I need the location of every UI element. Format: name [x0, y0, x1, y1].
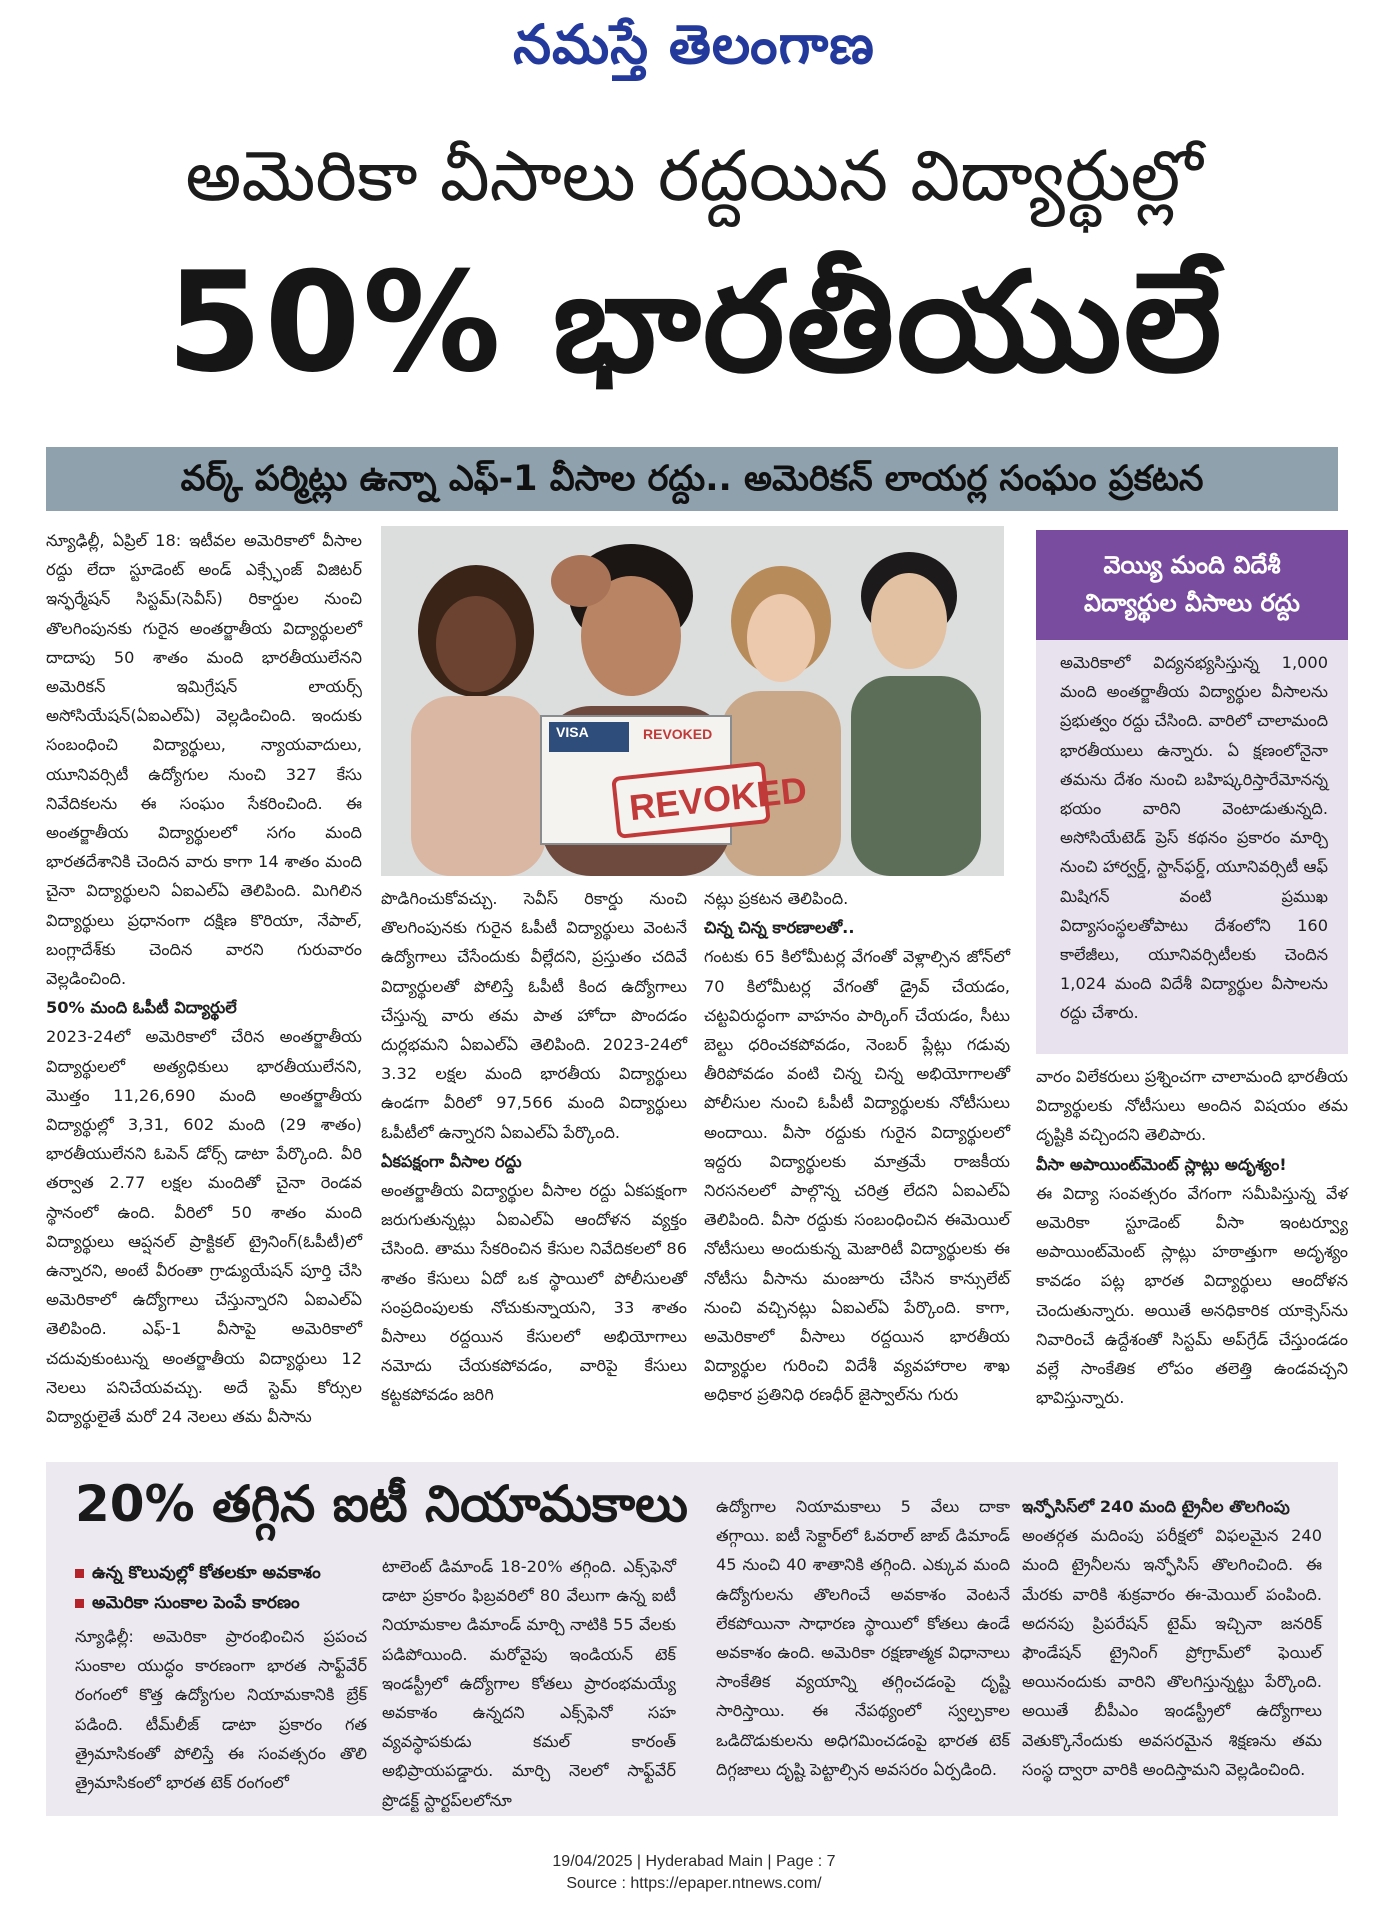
sidebar-title-line-1: వెయ్యి మంది విదేశీ — [1103, 551, 1281, 579]
article-paragraph: అంతర్జాతీయ విద్యార్థుల వీసాల రద్దు ఏకపక్షంగా జరుగుతున్నట్లు ఏఐఎల్‌ఏ ఆందోళన వ్యక్తం చేసింది. తాము సేకరించిన కేసుల నివేదికలలో 86 శాతం కేసులు ఏదో ఒక స్థాయిలో పోలీసులతో సంప్రదింపులకు నోచుకున్నాయని, 33 శాతం వీసాలు రద్దయిన కేసులలో అభియోగాలు నమోదు చేయకపోవడం, వారిపై కేసులు కట్టకపోవడం జరిగి — [381, 1181, 687, 1405]
article-subheading: ఏకపక్షంగా వీసాల రద్దు — [381, 1151, 522, 1171]
article-column-3 — [704, 884, 1010, 1412]
article-column-2 — [381, 884, 687, 1412]
headline: 50% భారతీయులే — [166, 242, 1224, 403]
lower-column-1 — [75, 1622, 367, 1808]
sidebar-paragraph: అమెరికాలో విద్యనభ్యసిస్తున్న 1,000 మంది అంతర్జాతీయ విద్యార్థుల వీసాలను ప్రభుత్వం రద్దు చేసింది. వారిలో చాలామంది భారతీయులు ఉన్నారు. ఏ క్షణంలోనైనా తమను దేశం నుంచి బహిష్కరిస్తారేమోనన్న భయం వారిని వెంటాడుతున్నది. అసోసియేటెడ్‌ ప్రెస్‌ కథనం ప్రకారం మార్చి నుంచి హార్వర్డ్‌, స్టాన్‌ఫర్డ్‌, యూనివర్సిటీ ఆఫ్‌ మిషిగన్‌ వంటి ప్రముఖ విద్యాసంస్థలతోపాటు దేశంలోని 160 కాలేజీలు, యూనివర్సిటీలకు చెందిన 1,024 మంది విదేశీ విద్యార్థుల వీసాలను రద్దు చేశారు. — [1060, 653, 1328, 1023]
lower-story-title: 20% తగ్గిన ఐటీ నియామకాలు — [75, 1475, 688, 1533]
lower-paragraph: న్యూఢిల్లీ: అమెరికా ప్రారంభించిన ప్రపంచ సుంకాల యుద్ధం కారణంగా భారత సాఫ్ట్‌వేర్‌ రంగంలో కొత్త ఉద్యోగుల నియామకానికి బ్రేక్‌ పడింది. టీమ్‌లీజ్‌ డాటా ప్రకారం గత త్రైమాసికంతో పోలిస్తే ఈ సంవత్సరం తొలి త్రైమాసికంలో భారత టెక్‌ రంగంలో — [75, 1627, 367, 1793]
page-footer — [0, 1851, 1388, 1895]
subheadline-bar — [46, 447, 1338, 511]
sidebar-heading-box — [1036, 530, 1348, 640]
students-photo-illustration — [381, 526, 1004, 876]
article-subheading: వీసా అపాయింట్‌మెంట్‌ స్లాట్లు అదృశ్యం! — [1036, 1154, 1287, 1174]
lower-column-4 — [1022, 1492, 1322, 1808]
visa-label: VISA — [556, 724, 589, 740]
article-paragraph: 2023-24లో అమెరికాలో చేరిన అంతర్జాతీయ విద్యార్థులలో అత్యధికులు భారతీయులేనని, మొత్తం 11,26,690 మంది అంతర్జాతీయ విద్యార్థుల్లో 3,31, 602 మంది (29 శాతం) భారతీయులేనని ఓపెన్‌ డోర్స్‌ డాటా పేర్కొంది. వీరి తర్వాత 2.77 లక్షల మందితో చైనా రెండవ స్థానంలో ఉంది. వీరిలో 50 శాతం మంది విద్యార్థులు ఆప్షనల్‌ ప్రాక్టికల్‌ ట్రైనింగ్‌(ఓపీటీ)లో ఉన్నారని, అంటే వీరంతా గ్రాడ్యుయేషన్‌ పూర్తి చేసి అమెరికాలో ఉద్యోగాలు చేస్తున్నారని ఏఐఎల్‌ఏ తెలిపింది. ఎఫ్‌-1 వీసాపై అమెరికాలో చదువుకుంటున్న అంతర్జాతీయ విద్యార్థులు 12 నెలలు పనిచేయవచ్చు. అదే స్టెమ్‌ కోర్సుల విద్యార్థులైతే మరో 24 నెలలు తమ వీసాను — [46, 1027, 362, 1427]
lower-paragraph: టాలెంట్‌ డిమాండ్‌ 18-20% తగ్గింది. ఎక్స్‌ఫెనో డాటా ప్రకారం ఫిబ్రవరిలో 80 వేలుగా ఉన్న ఐటీ నియామకాల డిమాండ్‌ మార్చి నాటికి 55 వేలకు పడిపోయింది. మరోవైపు ఇండియన్‌ టెక్‌ ఇండస్ట్రీలో ఉద్యోగాల కోతలు ప్రారంభమయ్యే అవకాశం ఉన్నదని ఎక్స్‌ఫెనో సహ వ్యవస్థాపకుడు కమల్‌ కారంత్‌ అభిప్రాయపడ్డారు. మార్చి నెలలో సాఫ్ట్‌వేర్‌ ప్రొడక్ట్‌ స్టార్టప్‌లలోనూ — [382, 1557, 676, 1810]
article-paragraph: వారం విలేకరులు ప్రశ్నించగా చాలామంది భారతీయ విద్యార్థులకు నోటీసులు అందిన విషయం తమ దృష్టికి వచ్చిందని తెలిపారు. — [1036, 1067, 1348, 1145]
lower-column-3 — [716, 1492, 1010, 1808]
article-column-4 — [1036, 1062, 1348, 1412]
lower-story-bullets — [75, 1558, 375, 1618]
article-paragraph: న్యూఢిల్లీ, ఏప్రిల్‌ 18: ఇటీవల అమెరికాలో వీసాల రద్దు లేదా స్టూడెంట్‌ అండ్‌ ఎక్స్ఛేంజ్‌ విజిటర్‌ ఇన్ఫర్మేషన్‌ సిస్టమ్‌(సెవీస్‌) రికార్డుల నుంచి తొలగింపునకు గురైన అంతర్జాతీయ విద్యార్థులలో దాదాపు 50 శాతం మంది భారతీయులేనని అమెరికన్‌ ఇమిగ్రేషన్‌ లాయర్స్‌ అసోసియేషన్‌(ఏఐఎల్‌ఏ) వెల్లడించింది. ఇందుకు సంబంధించి విద్యార్థులు, న్యాయవాదులు, యూనివర్సిటీ ఉద్యోగుల నుంచి 327 కేసు నివేదికలను ఈ సంఘం సేకరించింది. ఈ అంతర్జాతీయ విద్యార్థులలో సగం మంది భారతదేశానికి చెందిన వారు కాగా 14 శాతం మంది చైనా విద్యార్థులని ఏఐఎల్‌ఏ తెలిపింది. మిగిలిన విద్యార్థులు ప్రధానంగా దక్షిణ కొరియా, నేపాల్‌, బంగ్లాదేశ్‌కు చెందిన వారని గురువారం వెల్లడించింది. — [46, 531, 362, 989]
headline-kicker: అమెరికా వీసాలు రద్దయిన విద్యార్థుల్లో — [185, 135, 1203, 217]
article-paragraph: ఈ విద్యా సంవత్సరం వేగంగా సమీపిస్తున్న వేళ అమెరికా స్టూడెంట్‌ వీసా ఇంటర్వ్యూ అపాయింట్‌మెంట్‌ స్లాట్లు హఠాత్తుగా అదృశ్యం కావడం పట్ల భారత విద్యార్థులు ఆందోళన చెందుతున్నారు. అయితే అనధికారిక యాక్సెస్‌ను నివారించే ఉద్దేశంతో సిస్టమ్‌ అప్‌గ్రేడ్‌ చేస్తుండడం వల్లే సాంకేతిక లోపం తలెత్తి ఉండవచ్చని భావిస్తున్నారు. — [1036, 1183, 1348, 1408]
article-column-1 — [46, 526, 362, 1427]
sidebar-text — [1060, 648, 1328, 1048]
subheadline: వర్క్‌ పర్మిట్లు ఉన్నా ఎఫ్‌-1 వీసాల రద్దు.. అమెరికన్‌ లాయర్ల సంఘం ప్రకటన — [180, 459, 1204, 499]
lower-paragraph: అంతర్గత మదింపు పరీక్షలో విఫలమైన 240 మంది ట్రైనీలను ఇన్ఫోసిస్‌ తొలగించింది. ఈ మేరకు వారికి శుక్రవారం ఈ-మెయిల్‌ పంపింది. అదనపు ప్రిపరేషన్‌ టైమ్‌ ఇచ్చినా జనరిక్‌ ఫౌండేషన్‌ ట్రైనింగ్‌ ప్రోగ్రామ్‌లో ఫెయిల్‌ అయినందుకు వారిని తొలగిస్తున్నట్టు పేర్కొంది. అయితే బీపీఎం ఇండస్ట్రీలో ఉద్యోగాలు వెతుక్కొనేందుకు అవసరమైన శిక్షణను తమ సంస్థ ద్వారా వారికి అందిస్తామని వెల్లడించింది. — [1022, 1526, 1322, 1779]
small-revoked-stamp: REVOKED — [643, 726, 713, 742]
article-paragraph: గంటకు 65 కిలోమీటర్ల వేగంతో వెళ్లాల్సిన జోన్‌లో 70 కిలోమీటర్ల వేగంతో డ్రైవ్‌ చేయడం, చట్టవిరుద్ధంగా వాహనం పార్కింగ్‌ చేయడం, సీటు బెల్టు ధరించకపోవడం, నెంబర్‌ ప్లేట్లు గడువు తీరిపోవడం వంటి చిన్న చిన్న అభియోగాలతో పోలీసుల నుంచి ఓపీటీ విద్యార్థులకు నోటీసులు అందాయి. వీసా రద్దుకు గురైన విద్యార్థులలో ఇద్దరు విద్యార్థులకు మాత్రమే రాజకీయ నిరసనలలో పాల్గొన్న చరిత్ర లేదని ఏఐఎల్‌ఏ తెలిపింది. వీసా రద్దుకు సంబంధించిన ఈమెయిల్‌ నోటీసులు అందుకున్న మెజారిటీ విద్యార్థులకు ఈ నోటీసు వీసాను మంజూరు చేసిన కాన్సులేట్‌ నుంచి వచ్చినట్లు ఏఐఎల్‌ఏ పేర్కొంది. కాగా, అమెరికాలో వీసాలు రద్దయిన భారతీయ విద్యార్థుల గురించి విదేశీ వ్యవహారాల శాఖ అధికార ప్రతినిధి రణధీర్‌ జైస్వాల్‌ను గురు — [704, 947, 1010, 1405]
article-subheading: చిన్న చిన్న కారణాలతో.. — [704, 918, 855, 938]
lower-column-2 — [382, 1552, 676, 1808]
article-paragraph: నట్లు ప్రకటన తెలిపింది. — [704, 889, 849, 908]
masthead-logo: నమస్తే తెలంగాణ — [513, 12, 875, 76]
sidebar-title-line-2: విద్యార్థుల వీసాలు రద్దు — [1084, 589, 1300, 617]
article-photo — [381, 526, 1004, 876]
article-paragraph: పొడిగించుకోవచ్చు. సెవీస్‌ రికార్డు నుంచి తొలగింపునకు గురైన ఓపీటీ విద్యార్థులు వెంటనే ఉద్యోగాలు చేసేందుకు వీల్లేదని, ప్రస్తుతం చదివే విద్యార్థులతో పోలిస్తే ఓపీటీ కింద ఉద్యోగాలు చేస్తున్న వారు తమ పాత హోదా పొందడం దుర్లభమని ఏఐఎల్‌ఏ తెలిపింది. 2023-24లో 3.32 లక్షల మంది భారతీయ విద్యార్థులు ఉండగా వీరిలో 97,566 మంది విద్యార్థులు ఓపీటీలో ఉన్నారని ఏఐఎల్‌ఏ పేర్కొంది. — [381, 889, 687, 1142]
lower-subheading: ఇన్ఫోసిస్‌లో 240 మంది ట్రైనీల తొలగింపు — [1022, 1497, 1290, 1516]
bullet-item: అమెరికా సుంకాల పెంపే కారణం — [75, 1588, 375, 1618]
footer-source-link[interactable]: Source : https://epaper.ntnews.com/ — [566, 1875, 822, 1892]
bullet-square-icon — [75, 1569, 84, 1578]
footer-edition-info: 19/04/2025 | Hyderabad Main | Page : 7 — [552, 1853, 836, 1870]
revoked-stamp: REVOKED — [627, 768, 809, 829]
bullet-item: ఉన్న కొలువుల్లో కోతలకూ అవకాశం — [75, 1558, 375, 1588]
bullet-square-icon — [75, 1599, 84, 1608]
lower-paragraph: ఉద్యోగాల నియామకాలు 5 వేలు దాకా తగ్గాయి. ఐటీ సెక్టార్‌లో ఓవరాల్‌ జాబ్‌ డిమాండ్‌ 45 నుంచి 40 శాతానికి తగ్గింది. ఎక్కువ మంది ఉద్యోగులను తొలగించే అవకాశం వెంటనే లేకపోయినా సాధారణ స్థాయిలో కోతలు ఉండే అవకాశం ఉంది. అమెరికా రక్షణాత్మక విధానాలు సాంకేతిక వ్యయాన్ని తగ్గించడంపై దృష్టి సారిస్తాయి. ఈ నేపథ్యంలో స్వల్పకాల ఒడిదొడుకులను అధిగమించడంపై భారత టెక్‌ దిగ్గజాలు దృష్టి పెట్టాల్సిన అవసరం ఏర్పడింది. — [716, 1497, 1010, 1779]
article-subheading: 50% మంది ఓపీటీ విద్యార్థులే — [46, 998, 237, 1018]
